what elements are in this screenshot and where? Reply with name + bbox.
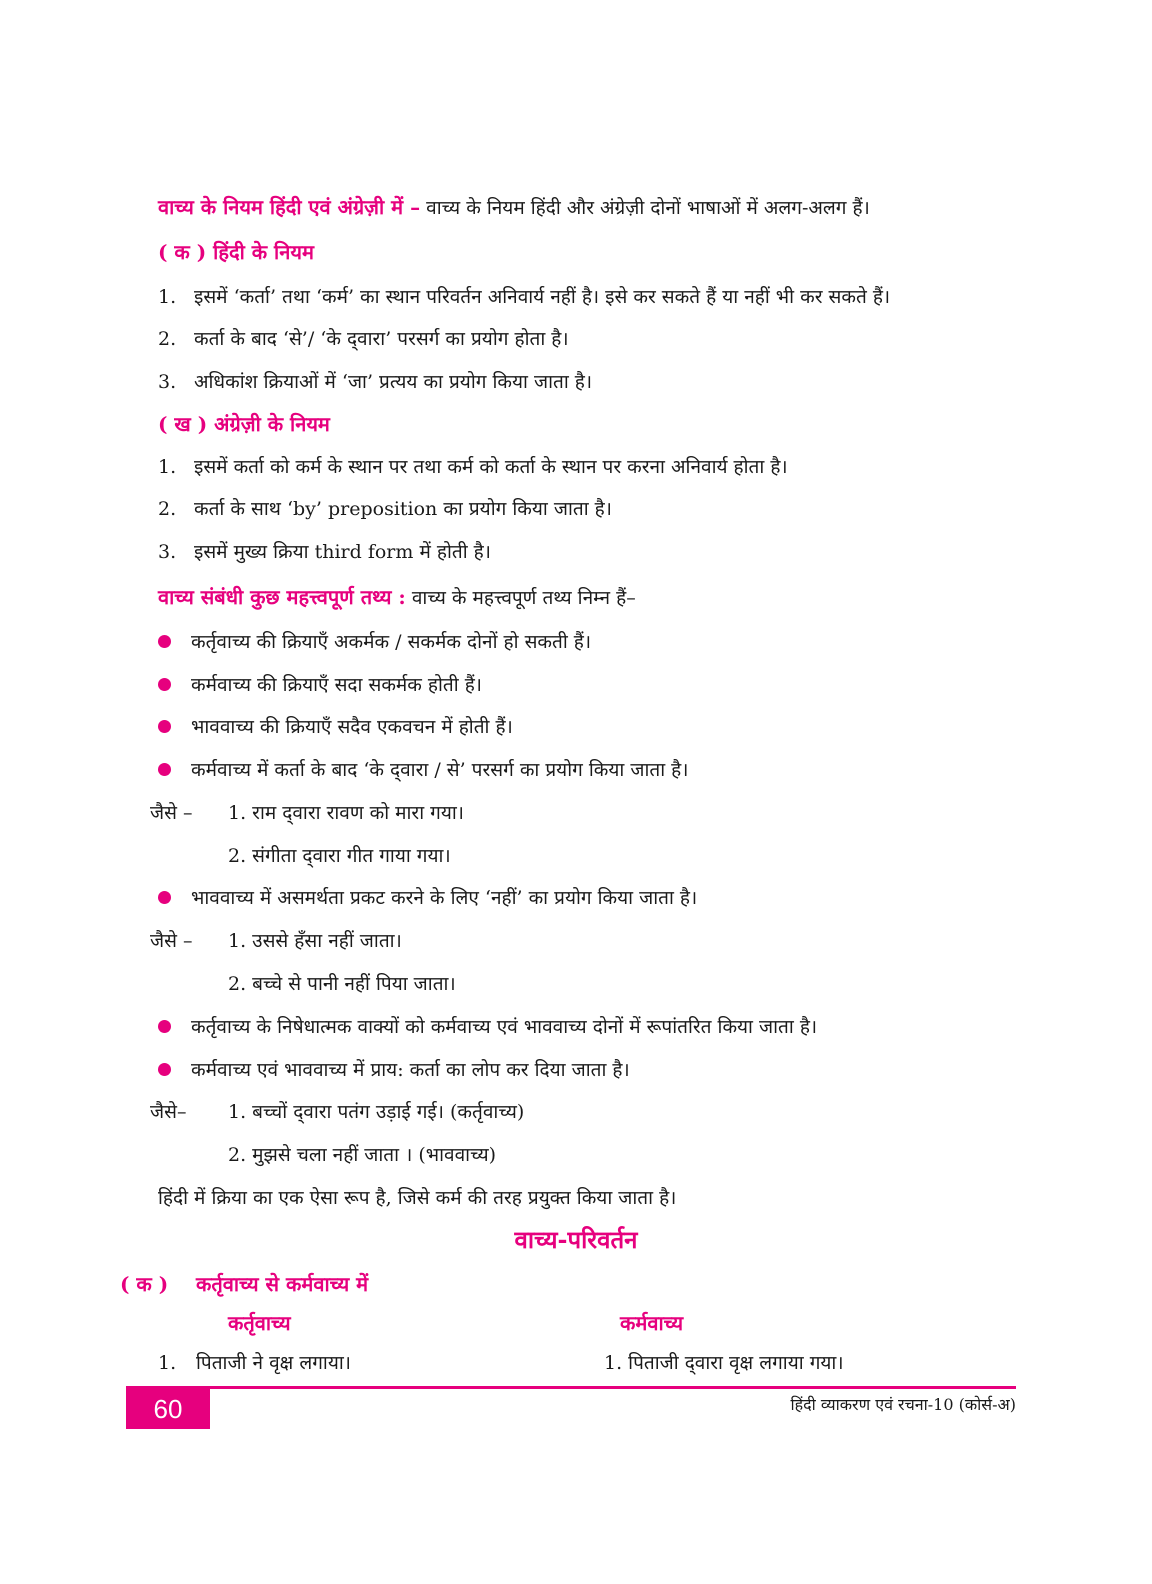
english-rule-item <box>158 454 788 480</box>
book-title: हिंदी व्याकरण एवं रचना-10 (कोर्स-अ) <box>790 1395 1016 1414</box>
bullet-text: कर्तृवाच्य के निषेधात्मक वाक्यों को कर्मवाच्य एवं भाववाच्य दोनों में रूपांतरित किया जाता है। <box>191 1016 818 1038</box>
item-text: इसमें ‘कर्ता’ तथा ‘कर्म’ का स्थान परिवर्तन अनिवार्य नहीं है। इसे कर सकते हैं या नहीं भी कर सकते हैं। <box>194 286 891 308</box>
hindi-rules-heading: ( क ) हिंदी के नियम <box>158 240 314 264</box>
bullet-icon <box>158 635 171 648</box>
item-text: अधिकांश क्रियाओं में ‘जा’ प्रत्यय का प्रयोग किया जाता है। <box>194 371 593 393</box>
column-header: कर्मवाच्य <box>620 1311 684 1335</box>
item-number: 1. <box>158 456 177 478</box>
conversion-row-active: पिताजी ने वृक्ष लगाया। <box>196 1352 351 1374</box>
bullet-icon <box>158 678 171 691</box>
example-item: 2. मुझसे चला नहीं जाता । (भाववाच्य) <box>228 1144 497 1166</box>
bullet-icon <box>158 891 171 904</box>
fact-bullet <box>158 714 513 740</box>
intro-line <box>158 194 870 221</box>
facts-heading: वाच्य संबंधी कुछ महत्त्वपूर्ण तथ्य : <box>158 585 406 609</box>
example-item: 1. बच्चों द्‌वारा पतंग उड़ाई गई। (कर्तृवाच्य) <box>228 1101 525 1123</box>
example-item: 1. उससे हँसा नहीं जाता। <box>228 930 402 952</box>
conversion-row-passive: 1. पिताजी द्‌वारा वृक्ष लगाया गया। <box>604 1352 844 1374</box>
item-number: 2. <box>158 498 177 520</box>
item-number: 2. <box>158 328 177 350</box>
bullet-icon <box>158 720 171 733</box>
facts-text: वाच्य के महत्त्वपूर्ण तथ्य निम्न हैं– <box>411 587 636 609</box>
bullet-icon <box>158 763 171 776</box>
item-text: इसमें मुख्य क्रिया third form में होती है। <box>194 541 491 563</box>
example-item: 1. राम द्‌वारा रावण को मारा गया। <box>228 802 465 824</box>
example-label: जैसे – <box>150 930 193 952</box>
item-text: कर्ता के बाद ‘से’/ ‘के द्‌वारा’ परसर्ग का प्रयोग होता है। <box>194 328 569 350</box>
fact-bullet <box>158 672 482 698</box>
english-rule-item <box>158 496 612 522</box>
bullet-icon <box>158 1063 171 1076</box>
fact-bullet <box>158 1014 817 1040</box>
hindi-rule-item <box>158 326 569 352</box>
bullet-text: भाववाच्य में असमर्थता प्रकट करने के लिए ‘नहीं’ का प्रयोग किया जाता है। <box>191 887 698 909</box>
bullet-text: कर्मवाच्य में कर्ता के बाद ‘के द्‌वारा / से’ परसर्ग का प्रयोग किया जाता है। <box>191 759 689 781</box>
sub-label: ( क ) <box>120 1272 169 1296</box>
fact-bullet <box>158 757 688 783</box>
item-number: 3. <box>158 371 177 393</box>
page-number: 60 <box>126 1389 210 1429</box>
hindi-rule-item <box>158 369 592 395</box>
section-title: वाच्य-परिवर्तन <box>514 1225 638 1254</box>
bullet-text: कर्मवाच्य एवं भाववाच्य में प्राय: कर्ता का लोप कर दिया जाता है। <box>191 1059 630 1081</box>
footer-rule <box>126 1386 1016 1389</box>
item-number: 1. <box>158 286 177 308</box>
fact-bullet <box>158 885 697 911</box>
closing-text: हिंदी में क्रिया का एक ऐसा रूप है, जिसे कर्म की तरह प्रयुक्त किया जाता है। <box>158 1187 677 1209</box>
sub-heading: कर्तृवाच्य से कर्मवाच्य में <box>196 1272 369 1296</box>
english-rule-item <box>158 539 491 565</box>
bullet-text: कर्तृवाच्य की क्रियाएँ अकर्मक / सकर्मक दोनों हो सकती हैं। <box>191 631 592 653</box>
bullet-text: भाववाच्य की क्रियाएँ सदैव एकवचन में होती हैं। <box>191 716 513 738</box>
intro-text: वाच्य के नियम हिंदी और अंग्रेज़ी दोनों भाषाओं में अलग-अलग हैं। <box>426 197 870 219</box>
conversion-row-number: 1. <box>158 1352 177 1374</box>
item-text: कर्ता के साथ ‘by’ preposition का प्रयोग किया जाता है। <box>194 498 612 520</box>
bullet-text: कर्मवाच्य की क्रियाएँ सदा सकर्मक होती हैं। <box>191 674 482 696</box>
example-item: 2. बच्चे से पानी नहीं पिया जाता। <box>228 973 456 995</box>
fact-bullet <box>158 629 591 655</box>
example-label: जैसे – <box>150 802 193 824</box>
example-item: 2. संगीता द्‌वारा गीत गाया गया। <box>228 845 451 867</box>
hindi-rule-item <box>158 284 890 310</box>
intro-heading: वाच्य के नियम हिंदी एवं अंग्रेज़ी में – <box>158 195 421 219</box>
english-rules-heading: ( ख ) अंग्रेज़ी के नियम <box>158 412 330 436</box>
item-text: इसमें कर्ता को कर्म के स्थान पर तथा कर्म को कर्ता के स्थान पर करना अनिवार्य होता है। <box>194 456 788 478</box>
item-number: 3. <box>158 541 177 563</box>
facts-line <box>158 584 636 611</box>
column-header: कर्तृवाच्य <box>228 1311 291 1335</box>
example-label: जैसे– <box>150 1101 187 1123</box>
bullet-icon <box>158 1020 171 1033</box>
fact-bullet <box>158 1057 630 1083</box>
